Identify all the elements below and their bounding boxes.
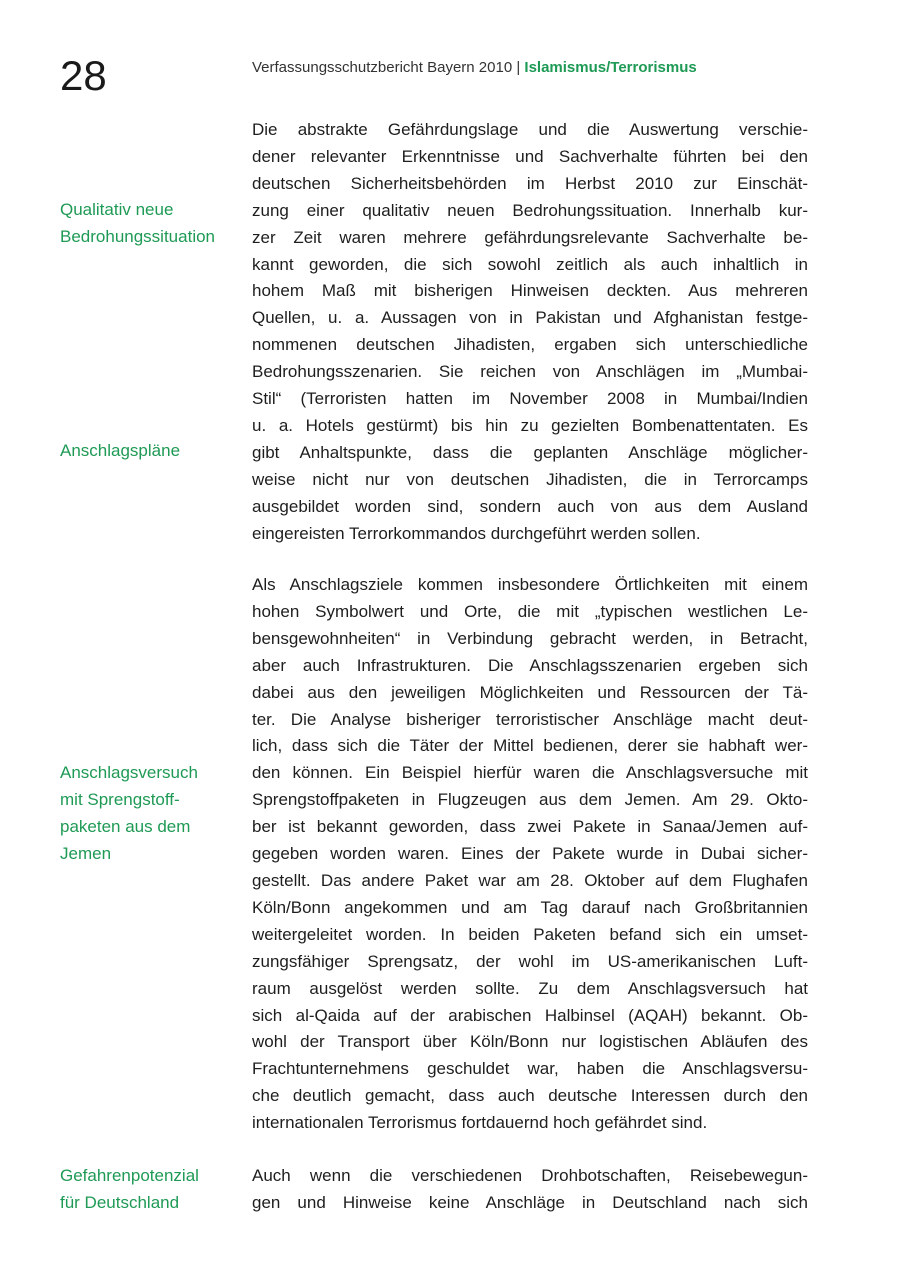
text-line: Stil“ (Terroristen hatten im November 2008 in Mumbai/Indien (252, 389, 808, 409)
text-line: dabei aus den jeweiligen Möglichkeiten und Ressourcen der Tä- (252, 682, 808, 702)
text-line: weitergeleitet worden. In beiden Paketen befand sich ein umset- (252, 924, 808, 944)
text-line: Frachtunternehmens geschuldet war, haben die Anschlagsversu- (252, 1059, 808, 1079)
text-line: zung einer qualitativ neuen Bedrohungssituation. Innerhalb kur- (252, 200, 808, 220)
marginal-note-anschlagsplaene (60, 438, 245, 465)
marginal-note-line: paketen aus dem (60, 816, 191, 836)
text-line: Sprengstoffpaketen in Flugzeugen aus dem Jemen. Am 29. Okto- (252, 790, 808, 810)
text-line: lich, dass sich die Täter der Mittel bedienen, derer sie habhaft wer- (252, 736, 808, 756)
text-line: wohl der Transport über Köln/Bonn nur logistischen Abläufen des (252, 1032, 808, 1052)
text-line: nommenen deutschen Jihadisten, ergaben sich unterschiedliche (252, 335, 808, 355)
marginal-note-gefahrenpotenzial (60, 1163, 245, 1217)
text-line: che deutlich gemacht, dass auch deutsche Interessen durch den (252, 1086, 808, 1106)
body-paragraph-1 (252, 117, 808, 548)
marginal-note-line: für Deutschland (60, 1192, 180, 1212)
text-line: gegeben worden waren. Eines der Pakete wurde in Dubai sicher- (252, 844, 808, 864)
text-line: eingereisten Terrorkommandos durchgeführt werden sollen. (252, 523, 701, 543)
marginal-note-line: Anschlagsversuch (60, 763, 198, 782)
text-line: sich al-Qaida auf der arabischen Halbinsel (AQAH) bekannt. Ob- (252, 1005, 808, 1025)
text-line: gibt Anhaltspunkte, dass die geplanten Anschläge möglicher- (252, 442, 808, 462)
text-line: dener relevanter Erkenntnisse und Sachverhalte führten bei den (252, 146, 808, 166)
marginal-note-line: Bedrohungssituation (60, 226, 216, 246)
marginal-note-line: Gefahrenpotenzial (60, 1166, 199, 1185)
text-line: gestellt. Das andere Paket war am 28. Oktober auf dem Flughafen (252, 870, 808, 890)
text-line: Die abstrakte Gefährdungslage und die Auswertung verschie- (252, 120, 808, 139)
text-line: Als Anschlagsziele kommen insbesondere Örtlichkeiten mit einem (252, 575, 808, 594)
text-line: Köln/Bonn angekommen und am Tag darauf nach Großbritannien (252, 897, 808, 917)
text-line: bensgewohnheiten“ in Verbindung gebracht werden, in Betracht, (252, 628, 808, 648)
marginal-note-line: Jemen (60, 843, 112, 863)
text-line: Bedrohungsszenarien. Sie reichen von Anschlägen im „Mumbai- (252, 362, 808, 382)
text-line: den können. Ein Beispiel hierfür waren die Anschlagsversuche mit (252, 763, 808, 783)
text-line: zungsfähiger Sprengsatz, der wohl im US-amerikanischen Luft- (252, 951, 808, 971)
marginal-note-line: mit Sprengstoff- (60, 789, 180, 809)
text-line: hohen Symbolwert und Orte, die mit „typischen westlichen Le- (252, 601, 808, 621)
marginal-note-qualitativ (60, 197, 245, 251)
text-line: zer Zeit waren mehrere gefährdungsrelevante Sachverhalte be- (252, 227, 808, 247)
text-line: weise nicht nur von deutschen Jihadisten, die in Terrorcamps (252, 469, 808, 489)
text-line: Auch wenn die verschiedenen Drohbotschaften, Reisebewegun- (252, 1166, 808, 1185)
marginal-note-line: Qualitativ neue (60, 200, 174, 219)
body-paragraph-2 (252, 572, 808, 1137)
text-line: u. a. Hotels gestürmt) bis hin zu gezielten Bombenattentaten. Es (252, 415, 808, 435)
text-line: kannt geworden, die sich sowohl zeitlich als auch inhaltlich in (252, 254, 808, 274)
section-title: Islamismus/Terrorismus (524, 59, 697, 76)
marginal-note-anschlagsversuch (60, 760, 245, 868)
running-header (252, 58, 697, 78)
report-title: Verfassungsschutzbericht Bayern 2010 (252, 59, 513, 76)
text-line: deutschen Sicherheitsbehörden im Herbst 2010 zur Einschät- (252, 173, 808, 193)
marginal-note-line: Anschlagspläne (60, 441, 181, 460)
text-line: aber auch Infrastrukturen. Die Anschlagsszenarien ergeben sich (252, 655, 808, 675)
text-line: ter. Die Analyse bisheriger terroristischer Anschläge macht deut- (252, 709, 808, 729)
text-line: ausgebildet worden sind, sondern auch von aus dem Ausland (252, 496, 808, 516)
text-line: Quellen, u. a. Aussagen von in Pakistan und Afghanistan festge- (252, 308, 808, 328)
text-line: gen und Hinweise keine Anschläge in Deutschland nach sich (252, 1192, 808, 1212)
header-separator: | (516, 59, 521, 76)
body-paragraph-3 (252, 1163, 808, 1217)
text-line: hohem Maß mit bisherigen Hinweisen deckten. Aus mehreren (252, 281, 808, 301)
text-line: internationalen Terrorismus fortdauernd hoch gefährdet sind. (252, 1113, 708, 1133)
text-line: ber ist bekannt geworden, dass zwei Pakete in Sanaa/Jemen auf- (252, 817, 808, 837)
text-line: raum ausgelöst werden sollte. Zu dem Anschlagsversuch hat (252, 978, 808, 998)
page-number: 28 (60, 52, 107, 99)
